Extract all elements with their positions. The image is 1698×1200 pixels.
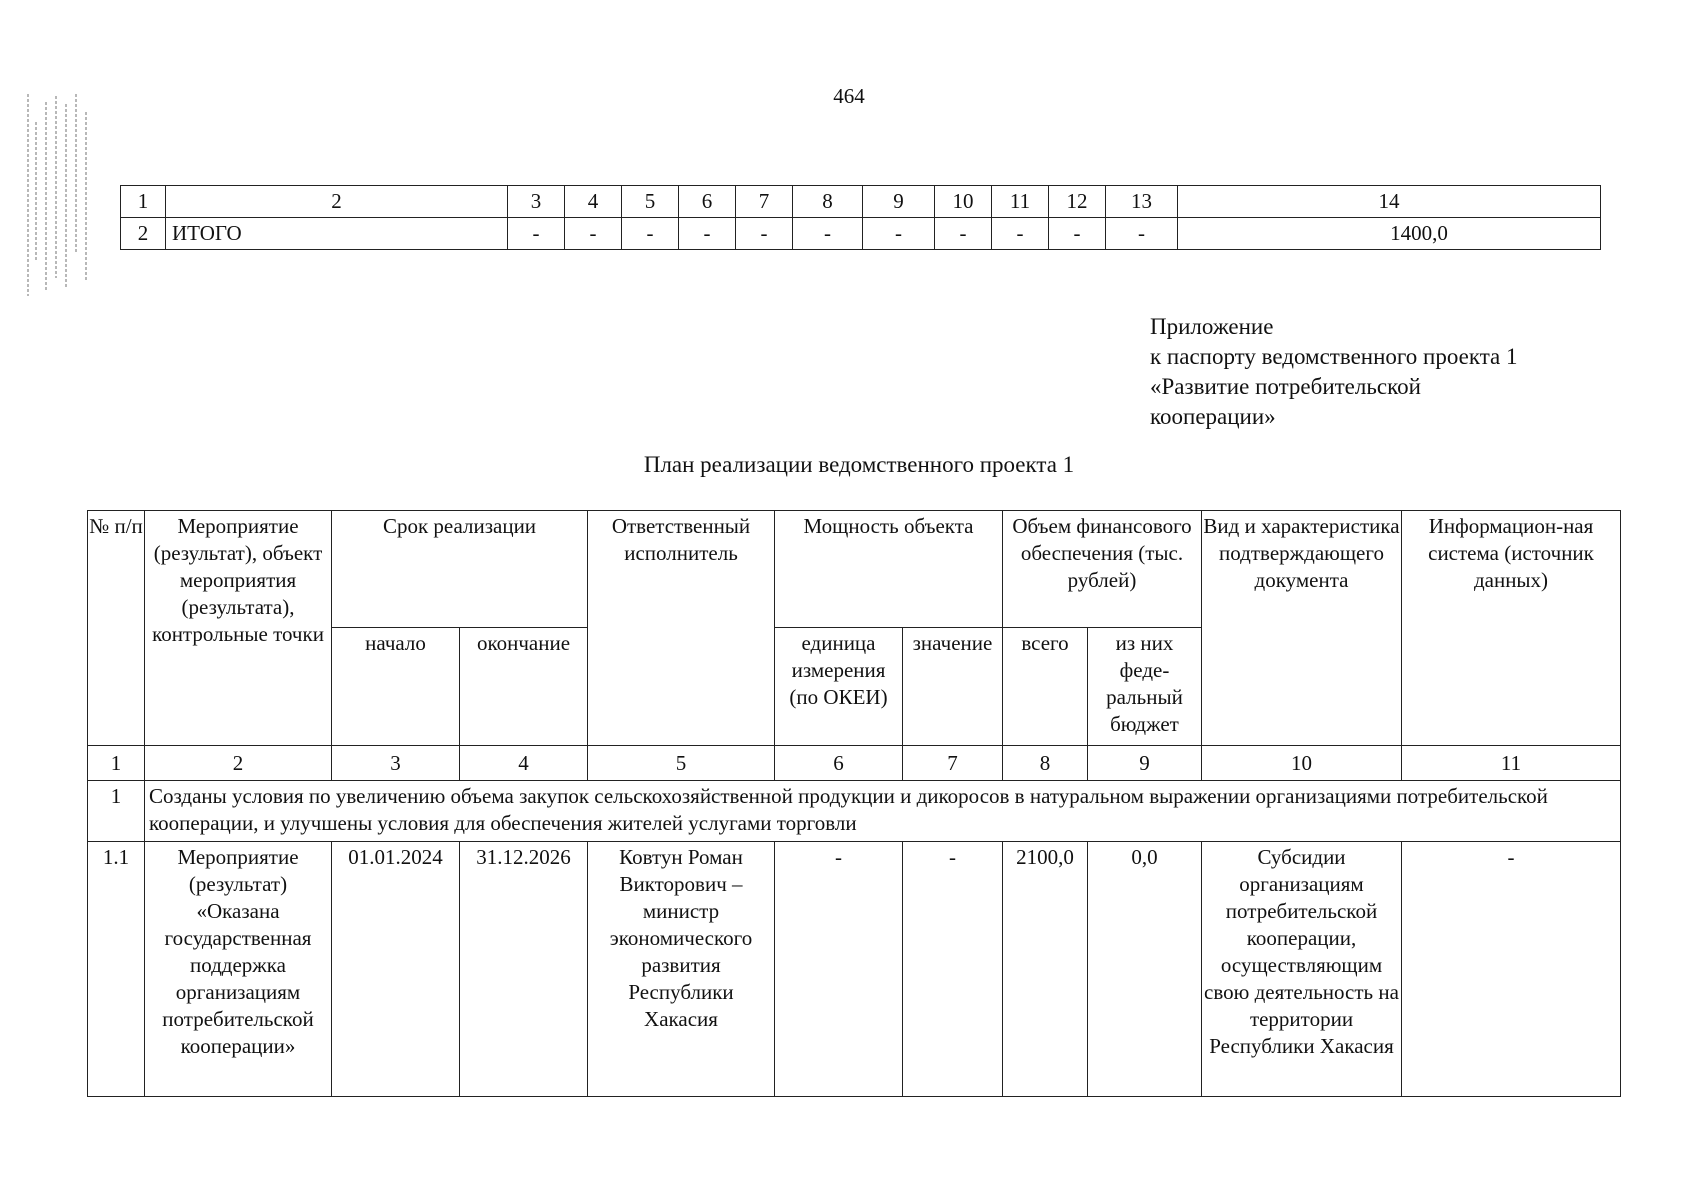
column-number: 10 bbox=[1202, 746, 1402, 781]
row-info-system: - bbox=[1402, 842, 1621, 1097]
top-row-total: 1400,0 bbox=[1178, 218, 1601, 250]
top-summary-table bbox=[120, 185, 1601, 250]
column-number: 6 bbox=[775, 746, 903, 781]
top-header-cell: 13 bbox=[1106, 186, 1178, 218]
row-unit: - bbox=[775, 842, 903, 1097]
top-header-cell: 10 bbox=[935, 186, 992, 218]
column-number: 3 bbox=[332, 746, 460, 781]
top-row-cell: - bbox=[935, 218, 992, 250]
top-header-cell: 9 bbox=[863, 186, 935, 218]
page-number: 464 bbox=[833, 84, 865, 108]
table-row bbox=[88, 842, 1621, 1097]
top-row-cell: - bbox=[1106, 218, 1178, 250]
appendix-line: «Развитие потребительской bbox=[1150, 374, 1421, 399]
section-title: Созданы условия по увеличению объема закупок сельскохозяйственной продукции и дикоросов в натуральном выражении организациями потребительской кооперации, и улучшены условия для обеспечения жителей услугами торговли bbox=[145, 781, 1621, 842]
row-federal: 0,0 bbox=[1088, 842, 1202, 1097]
top-row-cell: - bbox=[863, 218, 935, 250]
header-term-start: начало bbox=[332, 628, 460, 746]
row-responsible: Ковтун Роман Викторович – министр экономического развития Республики Хакасия bbox=[588, 842, 775, 1097]
appendix-line: Приложение bbox=[1150, 314, 1274, 339]
header-document: Вид и характеристика подтверждающего документа bbox=[1202, 511, 1402, 746]
top-header-cell: 11 bbox=[992, 186, 1049, 218]
row-end-date: 31.12.2026 bbox=[460, 842, 588, 1097]
top-header-cell: 5 bbox=[622, 186, 679, 218]
appendix-line: к паспорту ведомственного проекта 1 bbox=[1150, 344, 1518, 369]
top-table-header-row bbox=[121, 186, 1601, 218]
top-header-cell: 14 bbox=[1178, 186, 1601, 218]
top-row-cell: - bbox=[679, 218, 736, 250]
column-number: 2 bbox=[145, 746, 332, 781]
column-number: 1 bbox=[88, 746, 145, 781]
header-finance: Объем финансового обеспечения (тыс. рублей) bbox=[1003, 511, 1202, 628]
header-term: Срок реализации bbox=[332, 511, 588, 628]
top-row-cell: - bbox=[565, 218, 622, 250]
column-number: 4 bbox=[460, 746, 588, 781]
column-number: 8 bbox=[1003, 746, 1088, 781]
header-federal: из них феде-ральный бюджет bbox=[1088, 628, 1202, 746]
appendix-note bbox=[1150, 312, 1610, 432]
top-row-cell: - bbox=[992, 218, 1049, 250]
column-number: 9 bbox=[1088, 746, 1202, 781]
top-row-cell: - bbox=[1049, 218, 1106, 250]
top-row-label: ИТОГО bbox=[166, 218, 508, 250]
top-row-cell: - bbox=[508, 218, 565, 250]
top-row-cell: - bbox=[736, 218, 793, 250]
top-row-cell: - bbox=[622, 218, 679, 250]
header-value: значение bbox=[903, 628, 1003, 746]
top-table-total-row bbox=[121, 218, 1601, 250]
plan-table bbox=[87, 510, 1621, 1097]
top-header-cell: 3 bbox=[508, 186, 565, 218]
column-number: 5 bbox=[588, 746, 775, 781]
row-document: Субсидии организациям потребительской кооперации, осуществляющим свою деятельность на территории Республики Хакасия bbox=[1202, 842, 1402, 1097]
header-term-end: окончание bbox=[460, 628, 588, 746]
plan-header-row bbox=[88, 511, 1621, 628]
header-info-system: Информацион-ная система (источник данных) bbox=[1402, 511, 1621, 746]
side-stamp bbox=[22, 92, 94, 298]
section-num: 1 bbox=[88, 781, 145, 842]
top-row-cell: - bbox=[793, 218, 863, 250]
header-event: Мероприятие (результат), объект мероприятия (результата), контрольные точки bbox=[145, 511, 332, 746]
row-start-date: 01.01.2024 bbox=[332, 842, 460, 1097]
column-number: 7 bbox=[903, 746, 1003, 781]
header-responsible: Ответственный исполнитель bbox=[588, 511, 775, 746]
appendix-line: кооперации» bbox=[1150, 404, 1276, 429]
top-header-cell: 4 bbox=[565, 186, 622, 218]
top-header-cell: 2 bbox=[166, 186, 508, 218]
top-header-cell: 7 bbox=[736, 186, 793, 218]
section-row bbox=[88, 781, 1621, 842]
row-num: 1.1 bbox=[88, 842, 145, 1097]
row-value: - bbox=[903, 842, 1003, 1097]
top-row-cell: 2 bbox=[121, 218, 166, 250]
row-total: 2100,0 bbox=[1003, 842, 1088, 1097]
row-event: Мероприятие (результат) «Оказана государственная поддержка организациям потребительской кооперации» bbox=[145, 842, 332, 1097]
top-header-cell: 6 bbox=[679, 186, 736, 218]
top-header-cell: 1 bbox=[121, 186, 166, 218]
plan-title: План реализации ведомственного проекта 1 bbox=[643, 452, 1075, 477]
top-header-cell: 12 bbox=[1049, 186, 1106, 218]
top-header-cell: 8 bbox=[793, 186, 863, 218]
column-number: 11 bbox=[1402, 746, 1621, 781]
header-num: № п/п bbox=[88, 511, 145, 746]
header-total: всего bbox=[1003, 628, 1088, 746]
header-unit: единица измерения (по ОКЕИ) bbox=[775, 628, 903, 746]
header-capacity: Мощность объекта bbox=[775, 511, 1003, 628]
column-number-row bbox=[88, 746, 1621, 781]
